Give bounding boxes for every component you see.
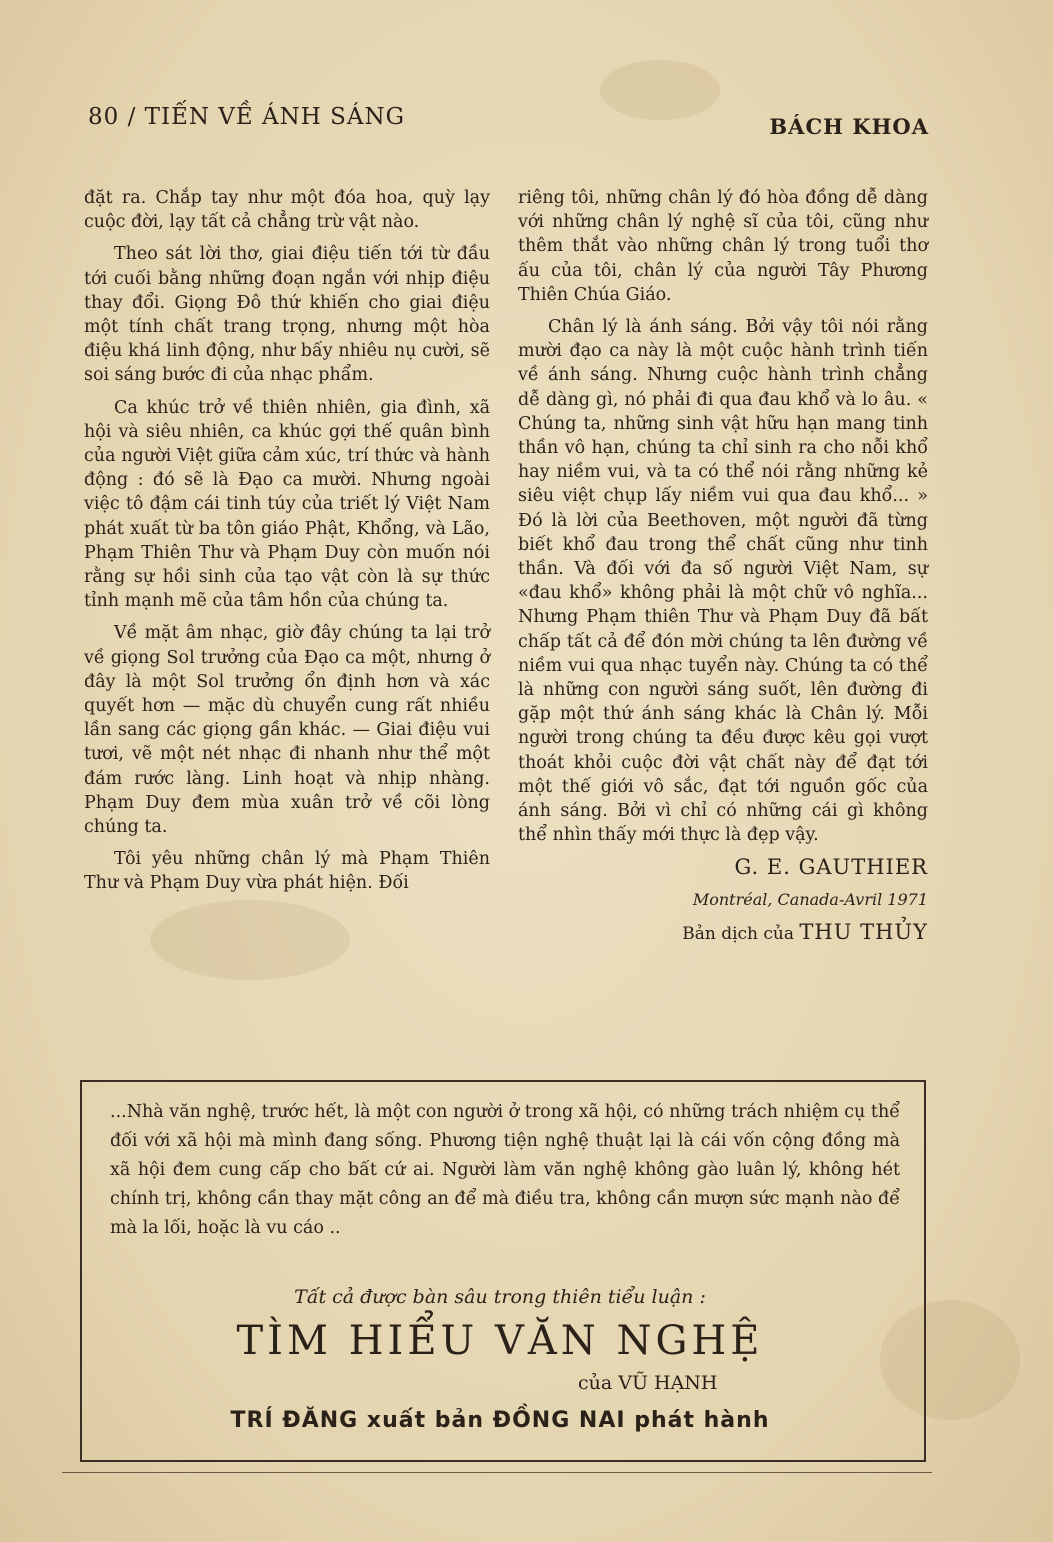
paragraph: Chân lý là ánh sáng. Bởi vậy tôi nói rằng mười đạo ca này là một cuộc hành trình tiến về ánh sáng. Nhưng cuộc hành trình chẳng dễ dàng gì, nó phải đi qua đau khổ và lo âu. « Chúng ta, những sinh vật hữu hạn mang tinh thần vô hạn, chúng ta chỉ sinh ra cho nỗi khổ hay niềm vui, và ta có thể nói rằng những kẻ siêu việt chụp lấy niềm vui qua đau khổ... » Đó là lời của Beethoven, một người đã từng biết khổ đau trong thể chất cũng như tinh thần. Và đối với đa số người Việt Nam, sự «đau khổ» không phải là một chữ vô nghĩa... Nhưng Phạm thiên Thư và Phạm Duy đã bất chấp tất cả để đón mời chúng ta lên đường về niềm vui qua nhạc tuyển này. Chúng ta có thể là những con người sáng suốt, lên đường đi gặp một thứ ánh sáng khác là Chân lý. Mỗi người trong chúng ta đều được kêu gọi vượt thoát khỏi cuộc đời vật chất này để đạt tới một thế giới vô sắc, đạt tới nguồn gốc của ánh sáng. Bởi vì chỉ có những cái gì không thể nhìn thấy mới thực là đẹp vậy. bbox=[518, 317, 928, 846]
paper-stain bbox=[150, 900, 350, 980]
author-signature: G. E. GAUTHIER bbox=[734, 855, 928, 880]
paragraph: Ca khúc trở về thiên nhiên, gia đình, xã hội và siêu nhiên, ca khúc gợi thế quân bình của người Việt giữa cảm xúc, trí thức và hành động : đó sẽ là Đạo ca mười. Nhưng ngoài việc tô đậm cái tinh túy của triết lý Việt Nam phát xuất từ ba tôn giáo Phật, Khổng, và Lão, Phạm Thiên Thư và Phạm Duy còn muốn nói rằng sự hồi sinh của tạo vật còn là sự thức tỉnh mạnh mẽ của tâm hồn của chúng ta. bbox=[84, 397, 490, 612]
paragraph: Về mặt âm nhạc, giờ đây chúng ta lại trở về giọng Sol trưởng của Đạo ca một, nhưng ở đây là một Sol trưởng ổn định hơn và xác quyết hơn — mặc dù chuyển cung rất nhiều lần sang các giọng gần khác. — Giai điệu vui tươi, vẽ một nét nhạc đi nhanh như thể một đám rước làng. Linh hoạt và nhịp nhàng. Phạm Duy đem mùa xuân trở về cõi lòng chúng ta. bbox=[84, 623, 490, 838]
advertisement-lead: Tất cả được bàn sâu trong thiên tiểu luận : bbox=[294, 1286, 706, 1308]
running-header: 80 / TIẾN VỀ ÁNH SÁNG bbox=[88, 104, 405, 130]
translation-credit bbox=[518, 920, 928, 946]
paragraph: Tôi yêu những chân lý mà Phạm Thiên Thư và Phạm Duy vừa phát hiện. Đối bbox=[84, 849, 490, 894]
translator-name: THU THỦY bbox=[799, 919, 928, 944]
translation-prefix: Bản dịch của bbox=[682, 923, 795, 944]
paragraph: Theo sát lời thơ, giai điệu tiến tới từ đầu tới cuối bằng những đoạn ngắn với nhịp điệu thay đổi. Giọng Đô thứ khiến cho giai điệu một tính chất trang trọng, nhưng một hòa điệu khá linh động, như bấy nhiêu nụ cười, sẽ soi sáng bước đi của nhạc phẩm. bbox=[84, 244, 490, 386]
paper-stain bbox=[600, 60, 720, 120]
advertisement-quote: ...Nhà văn nghệ, trước hết, là một con người ở trong xã hội, có những trách nhiệm cụ thể đối với xã hội mà mình đang sống. Phương tiện nghệ thuật lại là cái vốn cộng đồng mà xã hội đem cung cấp cho bất cứ ai. Người làm văn nghệ không gào luân lý, không hét chính trị, không cần thay mặt công an để mà điều tra, không cần mượn sức mạnh nào để mà la lối, hoặc là vu cáo .. bbox=[110, 1102, 900, 1238]
book-author: của VŨ HẠNH bbox=[578, 1372, 718, 1394]
magazine-name: BÁCH KHOA bbox=[769, 114, 929, 139]
bottom-rule bbox=[62, 1472, 932, 1473]
paragraph: đặt ra. Chắp tay như một đóa hoa, quỳ lạy cuộc đời, lạy tất cả chẳng trừ vật nào. bbox=[84, 188, 490, 233]
left-column bbox=[84, 186, 490, 904]
right-column bbox=[518, 186, 928, 954]
book-title: TÌM HIỂU VĂN NGHỆ bbox=[236, 1318, 764, 1364]
place-date: Montréal, Canada-Avril 1971 bbox=[692, 889, 928, 909]
paragraph: riêng tôi, những chân lý đó hòa đồng dễ dàng với những chân lý nghệ sĩ của tôi, cũng như thêm thắt vào những chân lý trong tuổi thơ ấu của tôi, chân lý của người Tây Phương Thiên Chúa Giáo. bbox=[518, 188, 928, 305]
publisher-line: TRÍ ĐĂNG xuất bản ĐỒNG NAI phát hành bbox=[230, 1408, 770, 1433]
